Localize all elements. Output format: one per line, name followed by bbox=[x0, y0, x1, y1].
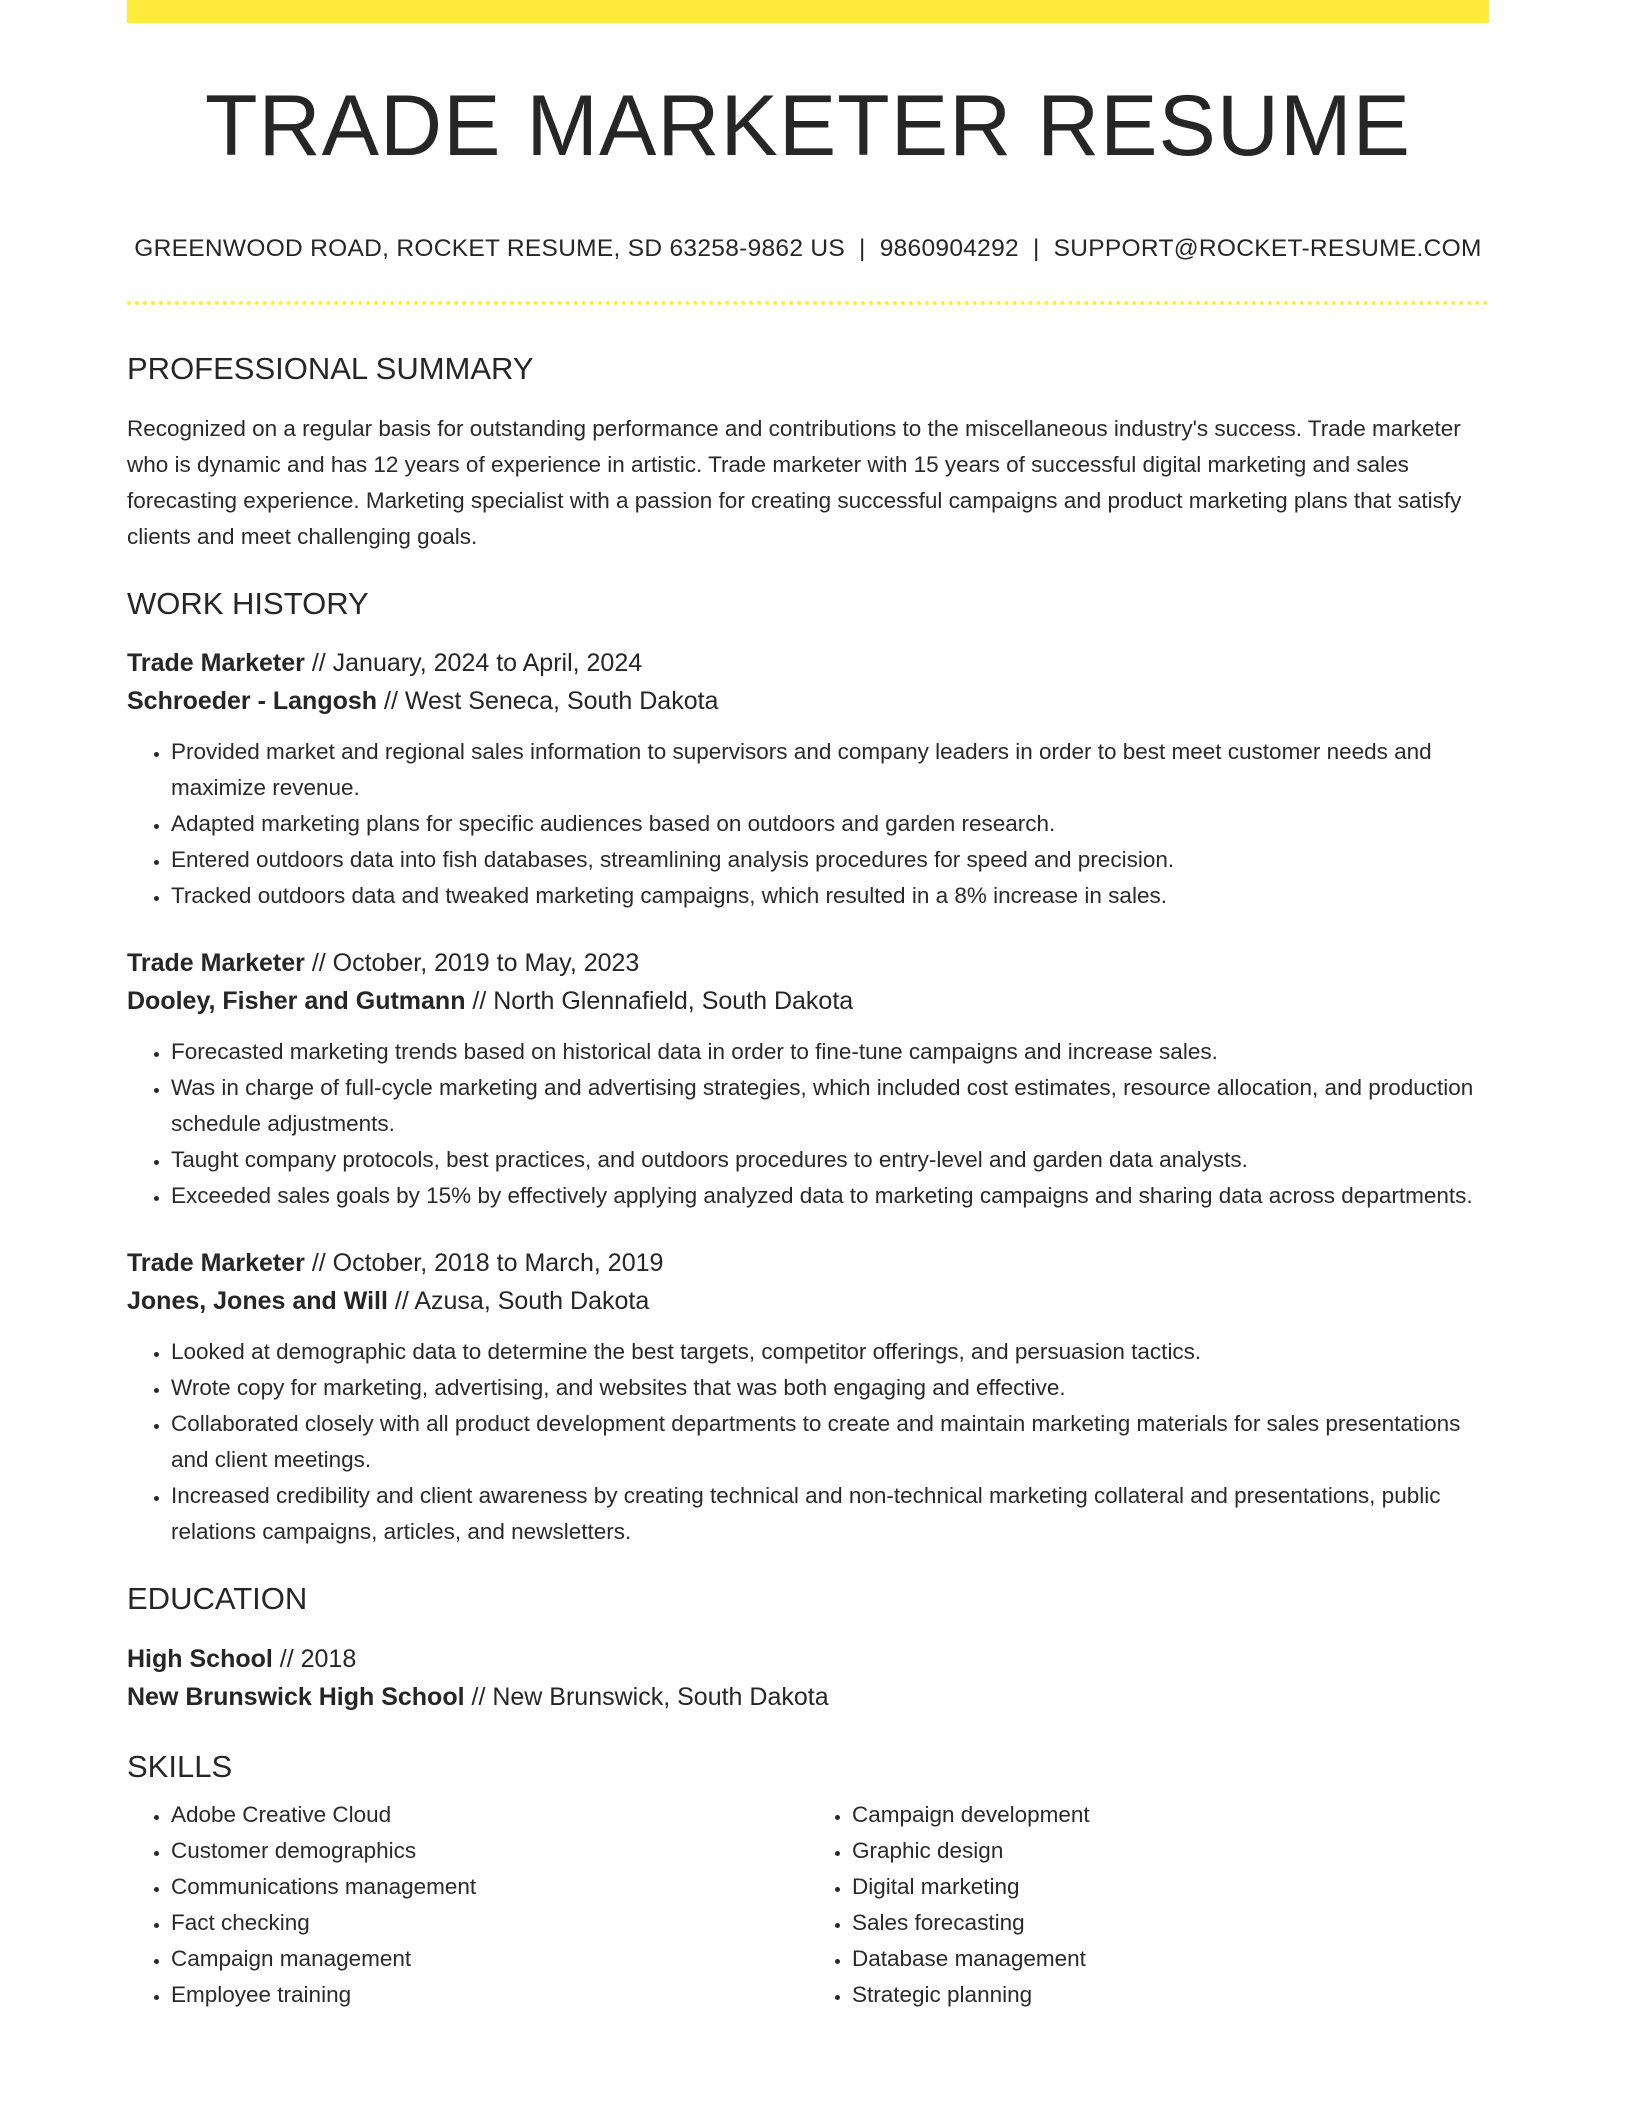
education-degree: High School bbox=[127, 1644, 273, 1673]
job-title-line bbox=[127, 644, 1489, 682]
list-item: • Campaign management bbox=[171, 1941, 808, 1977]
job-role: Trade Marketer bbox=[127, 949, 305, 978]
list-item: • Database management bbox=[852, 1941, 1489, 1977]
job-company-line bbox=[127, 682, 1489, 720]
contact-email: SUPPORT@ROCKET-RESUME.COM bbox=[1053, 235, 1482, 262]
skills-list-left bbox=[127, 1797, 808, 2013]
job-entry bbox=[127, 1244, 1489, 1550]
job-entry bbox=[127, 644, 1489, 914]
job-title-line bbox=[127, 944, 1489, 982]
job-location: // West Seneca, South Dakota bbox=[377, 687, 719, 716]
job-company: Jones, Jones and Will bbox=[127, 1287, 388, 1316]
job-bullets bbox=[127, 1334, 1489, 1550]
list-item: • Strategic planning bbox=[852, 1977, 1489, 2013]
list-item: • Adapted marketing plans for specific audiences based on outdoors and garden research. bbox=[171, 806, 1489, 842]
job-dates: // January, 2024 to April, 2024 bbox=[304, 649, 643, 678]
job-bullets bbox=[127, 1034, 1489, 1214]
education-heading: EDUCATION bbox=[127, 1581, 308, 1617]
list-item: • Increased credibility and client awareness by creating technical and non-technical marketing collateral and presentations, public relations campaigns, articles, and newsletters. bbox=[171, 1478, 1489, 1550]
contact-phone: 9860904292 bbox=[879, 235, 1019, 262]
list-item: • Wrote copy for marketing, advertising, and websites that was both engaging and effective. bbox=[171, 1370, 1489, 1406]
contact-separator: | bbox=[859, 235, 866, 262]
list-item: • Looked at demographic data to determine the best targets, competitor offerings, and persuasion tactics. bbox=[171, 1334, 1489, 1370]
job-dates: // October, 2018 to March, 2019 bbox=[304, 1249, 664, 1278]
job-company: Dooley, Fisher and Gutmann bbox=[127, 987, 466, 1016]
job-location: // Azusa, South Dakota bbox=[387, 1287, 650, 1316]
skills-grid bbox=[127, 1797, 1489, 2013]
list-item: • Tracked outdoors data and tweaked marketing campaigns, which resulted in a 8% increase in sales. bbox=[171, 878, 1489, 914]
list-item: • Collaborated closely with all product development departments to create and maintain marketing materials for sales presentations and client meetings. bbox=[171, 1406, 1489, 1478]
job-role: Trade Marketer bbox=[127, 1249, 305, 1278]
top-accent-bar bbox=[127, 0, 1489, 23]
list-item: • Digital marketing bbox=[852, 1869, 1489, 1905]
contact-address: GREENWOOD ROAD, ROCKET RESUME, SD 63258-9862 US bbox=[134, 235, 846, 262]
list-item: • Entered outdoors data into fish databases, streamlining analysis procedures for speed and precision. bbox=[171, 842, 1489, 878]
list-item: • Graphic design bbox=[852, 1833, 1489, 1869]
job-company-line bbox=[127, 1282, 1489, 1320]
skills-list-right bbox=[808, 1797, 1489, 2013]
resume-title: TRADE MARKETER RESUME bbox=[204, 78, 1412, 174]
list-item: • Customer demographics bbox=[171, 1833, 808, 1869]
education-degree-line bbox=[127, 1640, 1489, 1678]
job-company: Schroeder - Langosh bbox=[127, 687, 378, 716]
list-item: • Was in charge of full-cycle marketing and advertising strategies, which included cost estimates, resource allocation, and production schedule adjustments. bbox=[171, 1070, 1489, 1142]
education-location: // New Brunswick, South Dakota bbox=[464, 1682, 829, 1711]
job-location: // North Glennafield, South Dakota bbox=[465, 987, 854, 1016]
list-item: • Forecasted marketing trends based on historical data in order to fine-tune campaigns and increase sales. bbox=[171, 1034, 1489, 1070]
skills-heading: SKILLS bbox=[127, 1748, 233, 1784]
summary-text: Recognized on a regular basis for outstanding performance and contributions to the miscellaneous industry's success. Trade marketer who is dynamic and has 12 years of experience in artistic. Trade marketer with 15 years of successful digital marketing and sales forecasting experience. Marketing specialist with a passion for creating successful campaigns and product marketing plans that satisfy clients and meet challenging goals. bbox=[127, 416, 1462, 550]
job-company-line bbox=[127, 982, 1489, 1020]
job-title-line bbox=[127, 1244, 1489, 1282]
list-item: • Communications management bbox=[171, 1869, 808, 1905]
list-item: • Adobe Creative Cloud bbox=[171, 1797, 808, 1833]
job-entry bbox=[127, 944, 1489, 1214]
list-item: • Fact checking bbox=[171, 1905, 808, 1941]
job-role: Trade Marketer bbox=[127, 649, 305, 678]
resume-page bbox=[127, 0, 1489, 2013]
work-history-heading: WORK HISTORY bbox=[127, 586, 369, 622]
education-school: New Brunswick High School bbox=[127, 1682, 465, 1711]
list-item: • Provided market and regional sales information to supervisors and company leaders in order to best meet customer needs and maximize revenue. bbox=[171, 734, 1489, 806]
education-year: // 2018 bbox=[272, 1644, 357, 1673]
list-item: • Exceeded sales goals by 15% by effectively applying analyzed data to marketing campaigns and sharing data across departments. bbox=[171, 1178, 1489, 1214]
list-item: • Taught company protocols, best practices, and outdoors procedures to entry-level and garden data analysts. bbox=[171, 1142, 1489, 1178]
dotted-divider bbox=[127, 301, 1489, 305]
list-item: • Employee training bbox=[171, 1977, 808, 2013]
list-item: • Sales forecasting bbox=[852, 1905, 1489, 1941]
job-bullets bbox=[127, 734, 1489, 914]
contact-line bbox=[127, 235, 1489, 263]
list-item: • Campaign development bbox=[852, 1797, 1489, 1833]
summary-heading: PROFESSIONAL SUMMARY bbox=[127, 351, 534, 386]
contact-separator: | bbox=[1032, 235, 1040, 262]
education-school-line bbox=[127, 1678, 1489, 1716]
job-dates: // October, 2019 to May, 2023 bbox=[304, 949, 640, 978]
